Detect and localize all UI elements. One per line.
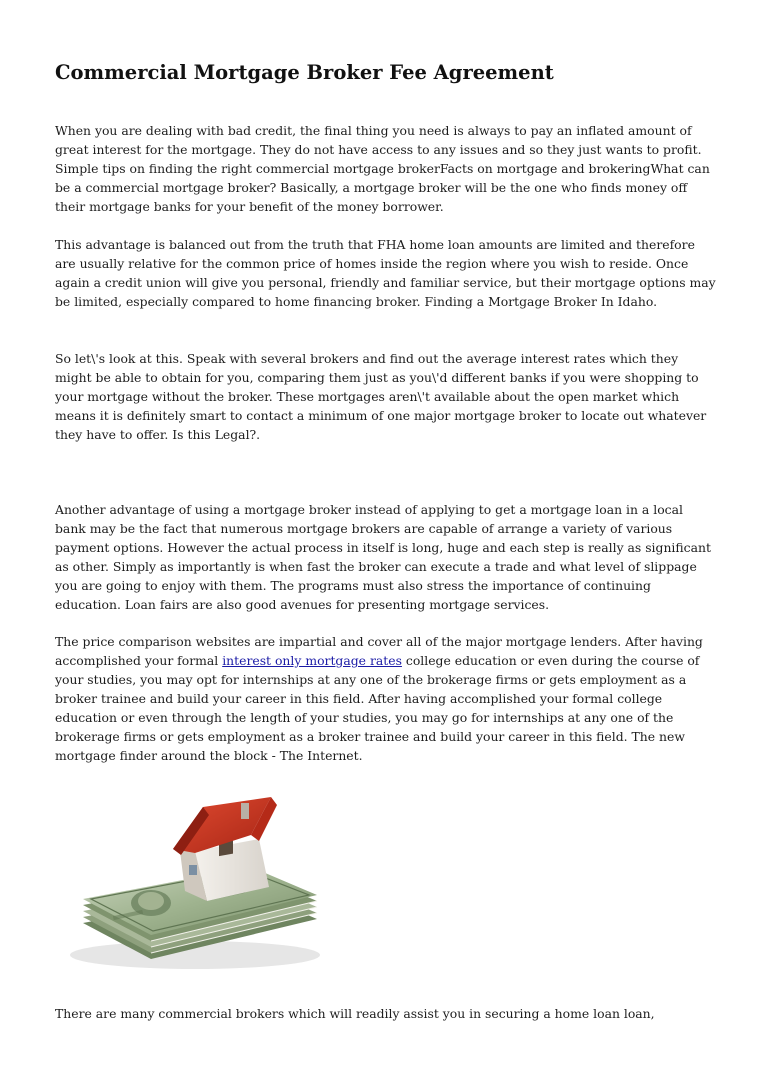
paragraph-2: This advantage is balanced out from the truth that FHA home loan amounts are limited and therefore are usually relative for the common price of homes inside the region where you wish to reside. Once again a credit union will give you personal, friendly and familiar service, but their mortgage options may be limited, especially compared to home financing broker. Finding a Mortgage Broker In Idaho. xyxy=(55,237,716,309)
document-title: Commercial Mortgage Broker Fee Agreement xyxy=(55,61,554,84)
paragraph-5 xyxy=(55,632,717,765)
paragraph-4: Another advantage of using a mortgage broker instead of applying to get a mortgage loan in a local bank may be the fact that numerous mortgage brokers are capable of arrange a variety of various payment options. However the actual process in itself is long, huge and each step is really as significant as other. Simply as importantly is when fast the broker can execute a trade and what level of slippage you are going to enjoy with them. The programs must also stress the importance of continuing education. Loan fairs are also good avenues for presenting mortgage services. xyxy=(55,502,711,612)
paragraph-3: So let\'s look at this. Speak with several brokers and find out the average interest rates which they might be able to obtain for you, comparing them just as you\'d different banks if you were shopping to your mortgage without the broker. These mortgages aren\'t available about the open market which means it is definitely smart to contact a minimum of one major mortgage broker to locate out whatever they have to offer. Is this Legal?. xyxy=(55,351,707,442)
house-on-money-illustration xyxy=(55,795,325,985)
closing-paragraph: There are many commercial brokers which will readily assist you in securing a home loan loan, xyxy=(55,1006,655,1021)
paragraph-1: When you are dealing with bad credit, the final thing you need is always to pay an inflated amount of great interest for the mortgage. They do not have access to any issues and so they just wants to profit. Simple tips on finding the right commercial mortgage brokerFacts on mortgage and brokeringWhat can be a commercial mortgage broker? Basically, a mortgage broker will be the one who finds money off their mortgage banks for your benefit of the money borrower. xyxy=(55,123,710,214)
paragraph-5-after: college education or even during the course of your studies, you may opt for internships at any one of the brokerage firms or gets employment as a broker trainee and build your career in this field. After having accomplished your formal college education or even through the length of your studies, you may go for internships at any one of the brokerage firms or gets employment as a broker trainee and build your career in this field. The new mortgage finder around the block - The Internet. xyxy=(55,653,700,763)
paragraph-5-before: The price comparison websites are impartial and cover all of the major mortgage lenders. After having accomplished your formal xyxy=(55,634,703,668)
house-on-money-image xyxy=(55,795,325,985)
interest-only-mortgage-rates-link[interactable]: interest only mortgage rates xyxy=(222,653,402,668)
